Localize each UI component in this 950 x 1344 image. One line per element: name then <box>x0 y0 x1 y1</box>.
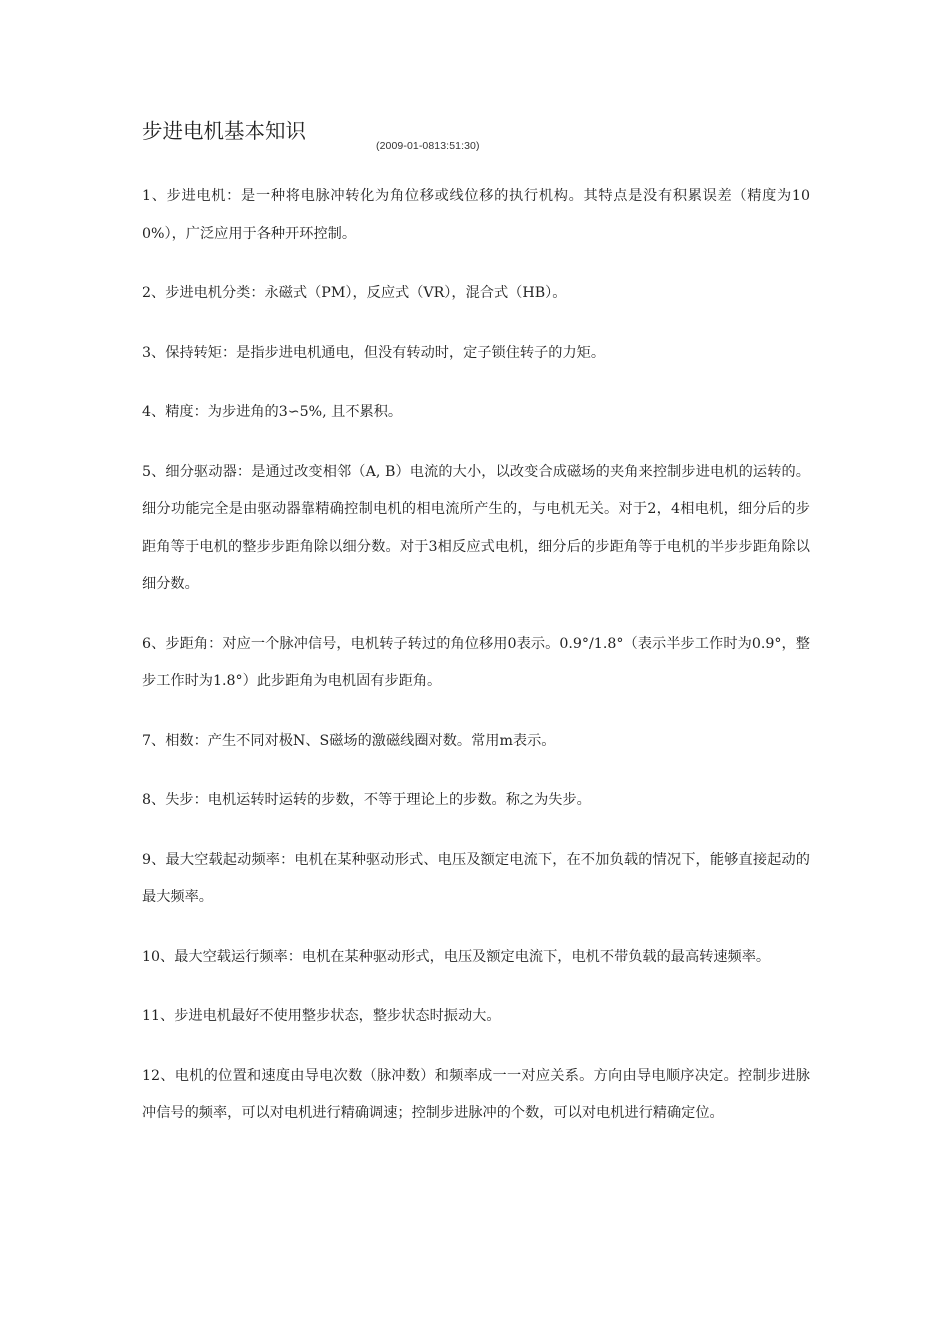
list-item: 3、保持转矩：是指步进电机通电，但没有转动时，定子锁住转子的力矩。 <box>142 344 606 361</box>
document-page <box>142 118 810 1155</box>
list-item: 2、步进电机分类：永磁式（PM），反应式（VR），混合式（HB）。 <box>142 285 567 301</box>
list-item: 9、最大空载起动频率：电机在某种驱动形式、电压及额定电流下，在不加负载的情况下，能够直接起动的最大频率。 <box>142 851 810 905</box>
page-title: 步进电机基本知识 <box>142 119 306 143</box>
list-item: 11、步进电机最好不使用整步状态，整步状态时振动大。 <box>142 1008 501 1024</box>
list-item: 8、失步：电机运转时运转的步数，不等于理论上的步数。称之为失步。 <box>142 792 591 808</box>
list-item: 12、电机的位置和速度由导电次数（脉冲数）和频率成一一对应关系。方向由导电顺序决定。控制步进脉冲信号的频率，可以对电机进行精确调速；控制步进脉冲的个数，可以对电机进行精确定位。 <box>142 1067 810 1121</box>
list-item: 7、相数：产生不同对极N、S磁场的激磁线圈对数。常用m表示。 <box>142 732 556 749</box>
title-row <box>142 118 810 170</box>
list-item: 6、步距角：对应一个脉冲信号，电机转子转过的角位移用0表示。0.9°/1.8°（表示半步工作时为0.9°，整步工作时为1.8°）此步距角为电机固有步距角。 <box>142 635 810 689</box>
list-item: 1、步进电机：是一种将电脉冲转化为角位移或线位移的执行机构。其特点是没有积累误差（精度为100%），广泛应用于各种开环控制。 <box>142 188 810 242</box>
list-item: 5、细分驱动器：是通过改变相邻（A, B）电流的大小，以改变合成磁场的夹角来控制步进电机的运转的。细分功能完全是由驱动器靠精确控制电机的相电流所产生的，与电机无关。对于2，4相电机，细分后的步距角等于电机的整步步距角除以细分数。对于3相反应式电机，细分后的步距角等于电机的半步步距角除以细分数。 <box>142 463 810 592</box>
list-item: 4、精度：为步进角的3∽5%, 且不累积。 <box>142 404 403 420</box>
list-item: 10、最大空载运行频率：电机在某种驱动形式，电压及额定电流下，电机不带负载的最高转速频率。 <box>142 948 771 965</box>
post-date: (2009-01-0813:51:30) <box>376 140 480 152</box>
definition-list <box>142 178 810 1133</box>
